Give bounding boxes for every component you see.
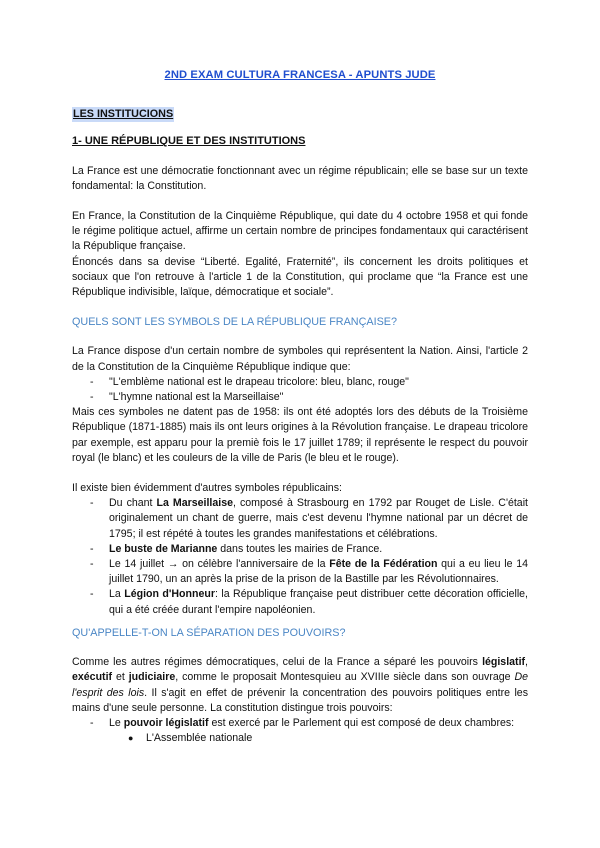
list-item: - Du chant La Marseillaise, composé à Strasbourg en 1792 par Rouget de Lisle. C'était originalement un chant de guerre, mais c'est devenu l'hymne national par un décret de 1795; il est répété à toutes les grandes manifestations et célébrations. (90, 497, 528, 540)
chambers-list (72, 731, 528, 746)
paragraph: La France dispose d'un certain nombre de symboles qui représentent la Nation. Ainsi, l'article 2 de la Constitution de la Cinquième République indique que: (72, 345, 528, 373)
paragraph: Comme les autres régimes démocratiques, celui de la France a séparé les pouvoirs législatif, exécutif et judiciaire, comme le proposait Montesquieu au XVIIIe siècle dans son ouvrage De l'esprit des lois. Il s'agit en effet de prévenir la concentration des pouvoirs politiques entre les mains d'une seule personne. La constitution distingue trois pouvoirs: (72, 656, 528, 714)
paragraph: Énoncés dans sa devise “Liberté. Egalité, Fraternité”, ils concernent les droits politiques et sociaux que l'on retrouve à l'article 1 de la Constitution, qui proclame que “la France est une République indivisible, laïque, démocratique et sociale”. (72, 255, 528, 299)
heading-republique: 1- UNE RÉPUBLIQUE ET DES INSTITUTIONS (72, 135, 306, 148)
paragraph: En France, la Constitution de la Cinquième République, qui date du 4 octobre 1958 et qui fonde le régime politique actuel, affirme un certain nombre de principes fondamentaux qui caractérisent la République française. (72, 210, 528, 253)
paragraph: La France est une démocratie fonctionnant avec un régime républicain; elle se base sur un texte fondamental: la Constitution. (72, 164, 528, 192)
other-symbols-list (72, 496, 528, 618)
section-label: LES INSTITUCIONS (72, 107, 174, 122)
list-item: - Le pouvoir législatif est exercé par le Parlement qui est composé de deux chambres: (90, 716, 515, 729)
list-item: - "L'emblème national est le drapeau tricolore: bleu, blanc, rouge" (90, 375, 409, 388)
list-item: - Le buste de Marianne dans toutes les mairies de France. (90, 542, 383, 555)
list-item: ● L'Assemblée nationale (128, 732, 253, 745)
heading-separation: QU'APPELLE-T-ON LA SÉPARATION DES POUVOIRS? (72, 626, 346, 639)
paragraph: Il existe bien évidemment d'autres symboles républicains: (72, 482, 342, 495)
symbols-list (72, 375, 528, 405)
list-item: - La Légion d'Honneur: la République française peut distribuer cette décoration officielle, qui a été créée durant l'empire napoléonien. (90, 588, 529, 616)
list-item: - Le 14 juillet → on célèbre l'anniversaire de la Fête de la Fédération qui a eu lieu le 14 juillet 1790, un an après la prise de la prison de la Bastille par les Révolutionnaires. (90, 558, 528, 586)
heading-symbols: QUELS SONT LES SYMBOLS DE LA RÉPUBLIQUE FRANÇAISE? (72, 316, 398, 329)
paragraph: Mais ces symboles ne datent pas de 1958: ils ont été adoptés lors des débuts de la Troisième République (1871-1885) mais ils ont leurs origines à la Révolution française. Le drapeau tricolore par exemple, est apparu pour la premiè fois le 17 juillet 1789; il représente le respect du pouvoir royal (le blanc) et les couleurs de la ville de Paris (le bleu et le rouge). (72, 406, 528, 464)
document-title: 2ND EXAM CULTURA FRANCESA - APUNTS JUDE (164, 69, 436, 81)
powers-list (72, 716, 528, 731)
list-item: - "L'hymne national est la Marseillaise" (90, 391, 284, 404)
